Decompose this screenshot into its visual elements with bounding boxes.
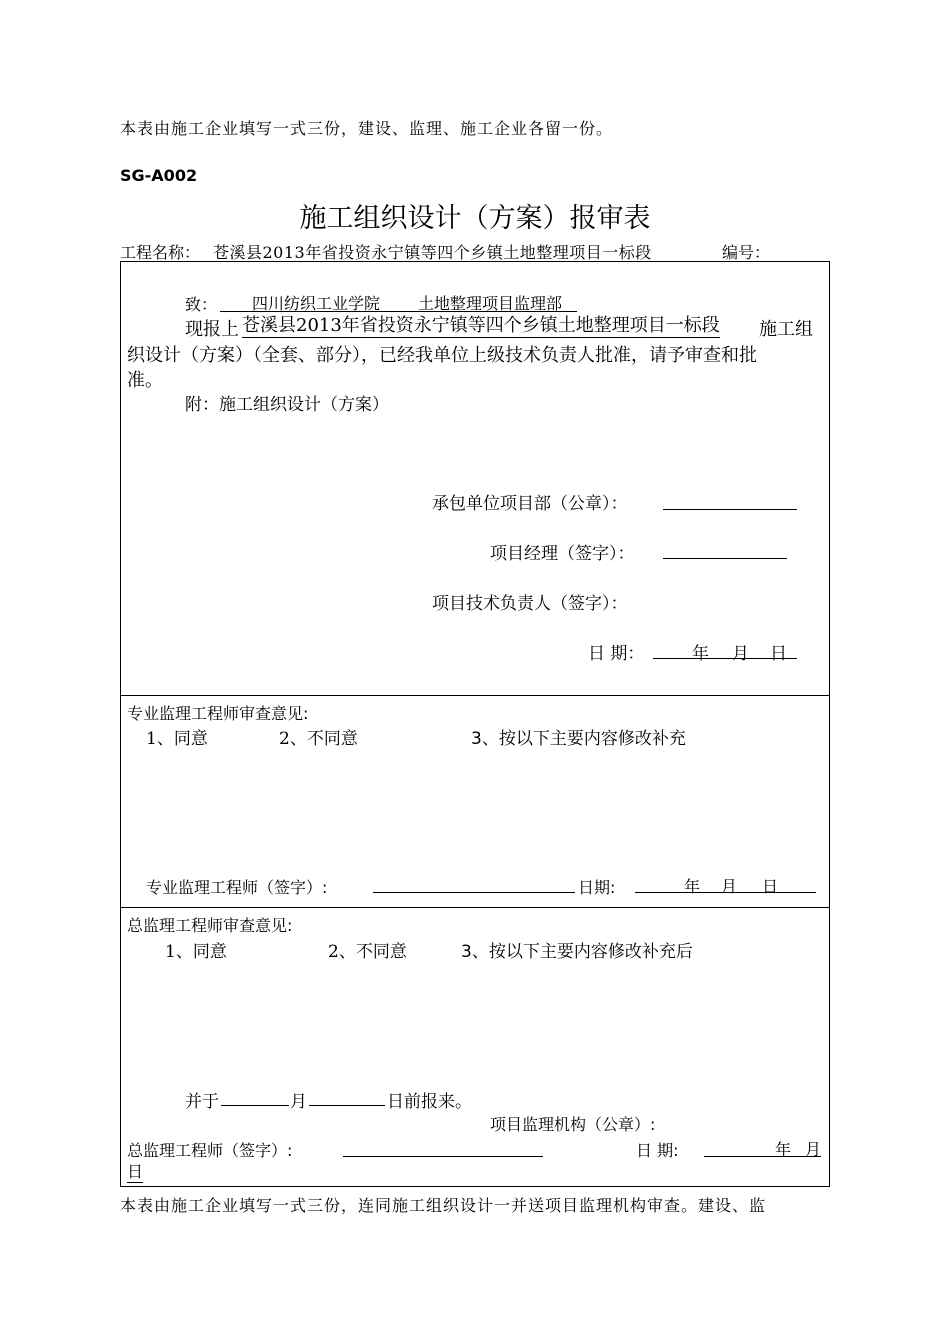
page-title: 施工组织设计（方案）报审表 [299, 203, 651, 234]
specialist-date-day: 日 [762, 877, 779, 896]
project-label: 工程名称： [120, 243, 201, 262]
date-day: 日 [770, 644, 787, 664]
para-prefix: 现报上 [185, 319, 239, 340]
date-year: 年 [692, 644, 709, 664]
pm-sign-label: 项目经理（签字）： [490, 544, 635, 564]
chief-opinion-heading: 总监理工程师审查意见: [127, 916, 293, 935]
chief-sign-label: 总监理工程师（签字）: [127, 1141, 293, 1160]
attachment: 附：施工组织设计（方案） [185, 395, 389, 415]
specialist-date-label: 日期: [578, 878, 616, 897]
section-divider-2 [120, 907, 830, 908]
supervision-org-seal-label: 项目监理机构（公章）: [490, 1115, 656, 1134]
specialist-sign-blank[interactable] [373, 892, 575, 893]
deadline-prefix: 并于 [185, 1092, 219, 1112]
chief-date-label: 日 期: [636, 1141, 679, 1160]
pm-sign-blank[interactable] [663, 558, 787, 559]
chief-opt-agree[interactable]: 1、同意 [165, 942, 227, 962]
chief-date-month: 月 [805, 1140, 822, 1159]
para-project: 苍溪县2013年省投资永宁镇等四个乡镇土地整理项目一标段 [242, 315, 720, 336]
deadline-suffix: 日前报来。 [387, 1092, 472, 1112]
project-number-label: 编号： [722, 243, 771, 262]
specialist-date-year: 年 [684, 877, 701, 896]
deadline-day-blank[interactable] [309, 1105, 385, 1106]
specialist-opinion-heading: 专业监理工程师审查意见: [127, 704, 309, 723]
contractor-seal-blank[interactable] [663, 509, 797, 510]
date-month: 月 [732, 644, 749, 664]
specialist-opt-disagree[interactable]: 2、不同意 [279, 729, 358, 749]
specialist-sign-label: 专业监理工程师（签字）: [146, 878, 328, 897]
chief-opt-revise[interactable]: 3、按以下主要内容修改补充后 [461, 942, 693, 962]
to-dept: 土地整理项目监理部 [418, 294, 563, 313]
chief-opt-disagree[interactable]: 2、不同意 [328, 942, 407, 962]
chief-date-underline[interactable] [704, 1156, 821, 1157]
to-label: 致： [185, 295, 218, 314]
chief-date-day: 日 [127, 1162, 144, 1181]
contractor-seal-label: 承包单位项目部（公章）： [432, 494, 628, 514]
para-rest1: 施工组 [759, 319, 813, 340]
deadline-month-blank[interactable] [221, 1105, 289, 1106]
footer-note: 本表由施工企业填写一式三份，连同施工组织设计一并送项目监理机构审查。建设、监 [120, 1196, 767, 1215]
header-note: 本表由施工企业填写一式三份，建设、监理、施工企业各留一份。 [120, 119, 614, 138]
deadline-month: 月 [290, 1092, 307, 1112]
to-org: 四川纺织工业学院 [252, 294, 381, 313]
form-code: SG-A002 [120, 166, 198, 185]
specialist-opt-revise[interactable]: 3、按以下主要内容修改补充 [471, 729, 686, 749]
para-line3: 准。 [127, 370, 163, 391]
tech-sign-label: 项目技术负责人（签字）： [432, 594, 628, 614]
chief-date-year: 年 [775, 1140, 792, 1159]
specialist-date-month: 月 [721, 877, 738, 896]
date-label: 日 期： [588, 644, 645, 664]
specialist-opt-agree[interactable]: 1、同意 [146, 729, 208, 749]
para-line2: 织设计（方案）（全套、部分），已经我单位上级技术负责人批准，请予审查和批 [127, 345, 757, 366]
section-divider-1 [120, 695, 830, 696]
project-name: 苍溪县2013年省投资永宁镇等四个乡镇土地整理项目一标段 [213, 243, 652, 262]
chief-sign-blank[interactable] [343, 1156, 543, 1157]
